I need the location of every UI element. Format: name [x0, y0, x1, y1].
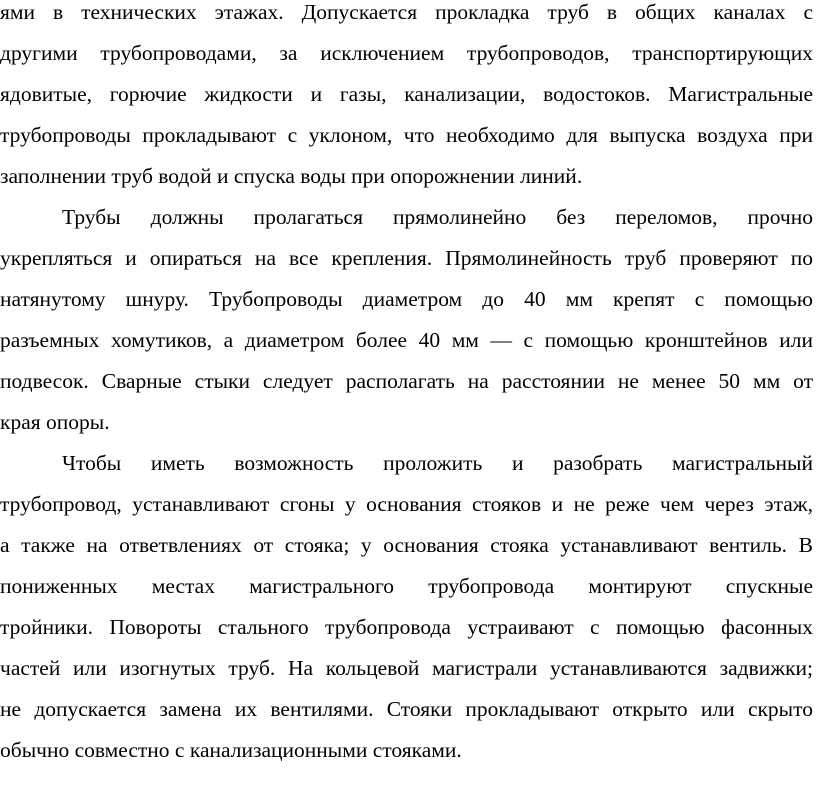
text-line: края опоры. — [0, 410, 110, 434]
text-line: другими трубопроводами, за исключением трубопроводов, транспортирующих — [0, 41, 813, 65]
text-line: а также на ответвлениях от стояка; у основания стояка устанавливают вентиль. В — [0, 533, 813, 557]
text-line: разъемных хомутиков, а диаметром более 40 мм — с помощью кронштейнов или — [0, 328, 813, 352]
text-line: трубопроводы прокладывают с уклоном, что необходимо для выпуска воздуха при — [0, 123, 813, 147]
text-line: обычно совместно с канализационными стояками. — [0, 738, 462, 762]
text-line: не допускается замена их вентилями. Стояки прокладывают открыто или скрыто — [0, 697, 813, 721]
text-line: частей или изогнутых труб. На кольцевой магистрали устанавливаются задвижки; — [0, 656, 813, 680]
text-line: ями в технических этажах. Допускается прокладка труб в общих каналах с — [0, 0, 813, 24]
paragraph-first-line: Чтобы иметь возможность проложить и разобрать магистральный — [62, 451, 813, 475]
text-line: ядовитые, горючие жидкости и газы, канализации, водостоков. Магистральные — [0, 82, 813, 106]
text-line: трубопровод, устанавливают сгоны у основания стояков и не реже чем через этаж, — [0, 492, 813, 516]
text-line: тройники. Повороты стального трубопровода устраивают с помощью фасонных — [0, 615, 813, 639]
text-line: заполнении труб водой и спуска воды при опорожнении линий. — [0, 164, 583, 188]
paragraph-first-line: Трубы должны пролагаться прямолинейно без переломов, прочно — [62, 205, 813, 229]
text-line: пониженных местах магистрального трубопровода монтируют спускные — [0, 574, 813, 598]
text-line: укрепляться и опираться на все крепления. Прямолинейность труб проверяют по — [0, 246, 813, 270]
text-line: натянутому шнуру. Трубопроводы диаметром до 40 мм крепят с помощью — [0, 287, 813, 311]
text-line: подвесок. Сварные стыки следует располагать на расстоянии не менее 50 мм от — [0, 369, 813, 393]
